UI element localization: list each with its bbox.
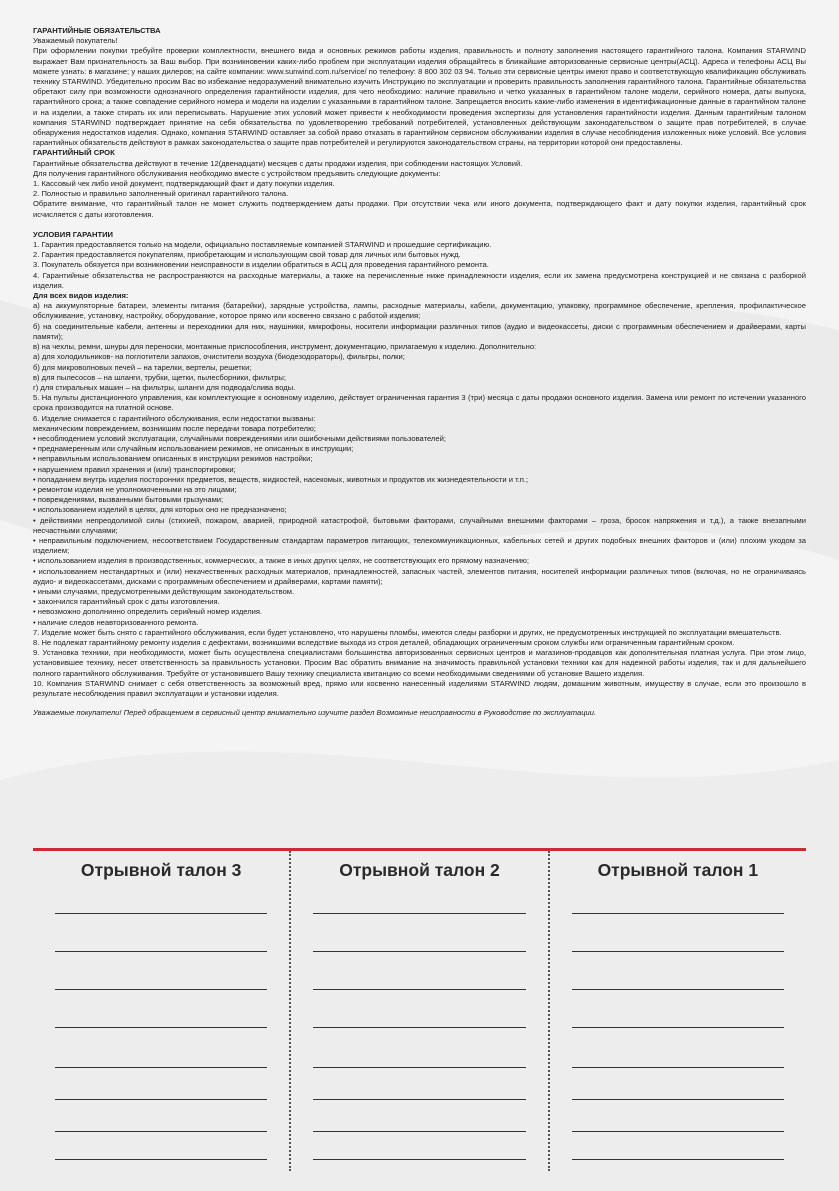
warranty-text — [33, 26, 806, 718]
coupon-2 — [289, 851, 547, 1171]
condition-item: • преднамеренным или случайным использованием режимов, не описанных в инструкции; — [33, 444, 354, 454]
fill-line — [313, 989, 525, 990]
fill-line — [55, 1131, 267, 1132]
coupon-title: Отрывной талон 3 — [80, 860, 242, 880]
condition-item: 10. Компания STARWIND снимает с себя ответственность за возможный вред, прямо или косвенно нанесенный изделиями STARWIND людям, домашним животным, имуществу в случае, если это произошло в результате несоблюдения правил эксплуатации и установки изделия. — [33, 678, 806, 698]
greeting: Уважаемый покупатель! — [33, 36, 118, 46]
fill-line — [55, 989, 267, 990]
condition-item: б) на соединительные кабели, антенны и переходники для них, наушники, микрофоны, носители информации различных типов (аудио и видеокассеты, диски с программным обеспечением и драйверами, карты памяти); — [33, 321, 806, 341]
fill-line — [572, 1131, 784, 1132]
condition-item: • закончился гарантийный срок с даты изготовления. — [33, 597, 220, 607]
condition-item: • ремонтом изделия не уполномоченными на это лицами; — [33, 484, 237, 494]
condition-item: • невозможно дополнинно определить серийный номер изделия. — [33, 607, 263, 617]
condition-item: а) для холодильников- на поглотители запахов, очистители воздуха (биодезодораторы), фильтры, полки; — [33, 352, 405, 362]
condition-item: 5. На пульты дистанционного управления, как комплектующие к основному изделию, действует ограниченная гарантия 3 (три) месяца с даты продажи основного изделия. Замена или ремонт по истечении указанного срока производится на платной основе. — [33, 393, 806, 413]
intro-paragraph: При оформлении покупки требуйте проверки комплектности, внешнего вида и основных режимов работы изделия, правильность и полноту заполнения настоящего гарантийного талона. Компания STARWIND выражает Вам признательность за Ваш выбор. При возникновении каких-либо проблем при эксплуатации изделия обращайтесь в ближайшие авторизованные сервисные центры(АСЦ). Адреса и телефоны АСЦ Вы можете узнать: в магазине; у наших дилеров; на сайте компании: www.sunwind.com.ru/service/ по телефону: 8 800 302 03 94. Только эти сервисные центры имеют право и соответствующую квалификацию обслуживать технику STARWIND. Убедительно просим Вас во избежание недоразумений внимательно изучить Инструкцию по эксплуатации и проверить правильность заполнения гарантийного талона. Гарантийные обязательства обретают силу при возможности однозначного определения гарантийности изделия, для чего необходимо: наличие правильно и четко указанных в гарантийном талоне модели, серийного номера, даты выпуска, гарантийного срока; а также совпадение серийного номера и модели на изделии с указанными в гарантийном талоне. Запрещается вносить какие-либо изменения в идентификационные данные в гарантийном талоне и на изделии, а также стирать их или переписывать. Нарушение этих условий может привести к необходимости проведения экспертизы для установления гарантийности изделия. Данным гарантийным талоном компания STARWIND подтверждает принятие на себя обязательства по удовлетворению требований потребителей, установленных действующим законодательством о защите прав потребителей, в случае обнаружения недостатков изделия. Однако, компания STARWIND оставляет за собой право отказать в гарантийном сервисном обслуживании изделия в случае несоблюдения изложенных ниже условий. Все условия гарантийных обязательств действуют в рамках законодательства о защите прав потребителей и регулируются законодательством страны, на территории которой они предоставлены. — [33, 46, 806, 148]
condition-item: • повреждениями, вызванными бытовыми грызунами; — [33, 495, 224, 505]
condition-item: 4. Гарантийные обязательства не распространяются на расходные материалы, а также на перечисленные ниже принадлежности изделия, если их замена предусмотрена конструкцией и не связана с разборкой изделия. — [33, 270, 806, 290]
all-types-heading: Для всех видов изделия: — [33, 291, 129, 301]
condition-item: • попаданием внутрь изделия посторонних предметов, веществ, жидкостей, насекомых, животных и продуктов их жизнедеятельности и т.п.; — [33, 474, 529, 484]
condition-item: б) для микроволновых печей – на тарелки, вертелы, решетки; — [33, 362, 252, 372]
fill-line — [313, 1099, 525, 1100]
condition-item: 7. Изделие может быть снято с гарантийного обслуживания, если будет установлено, что нарушены пломбы, имеются следы разборки и других, не предусмотренных инструкцией по эксплуатации вмешательств. — [33, 627, 782, 637]
fill-line — [313, 913, 525, 914]
coupon-title: Отрывной талон 1 — [597, 860, 759, 880]
fill-line — [313, 1027, 525, 1028]
condition-item: 1. Гарантия предоставляется только на модели, официально поставляемые компанией STARWIND и прошедшие сертификацию. — [33, 240, 492, 250]
condition-item: в) на чехлы, ремни, шнуры для переноски, монтажные приспособления, инструмент, документацию, прилагаемую к изделию. Дополнительно: — [33, 342, 537, 352]
fill-line — [313, 1131, 525, 1132]
condition-item: • несоблюдением условий эксплуатации, случайными повреждениями или ошибочными действиями пользователей; — [33, 433, 446, 443]
period-paragraph: Обратите внимание, что гарантийный талон не может служить подтверждением даты продажи. При отсутствии чека или иного документа, подтверждающего факт и дату покупки изделия, гарантийный срок исчисляется с даты изготовления. — [33, 199, 806, 219]
fill-line — [572, 1099, 784, 1100]
condition-item: в) для пылесосов – на шланги, трубки, щетки, пылесборники, фильтры; — [33, 372, 286, 382]
condition-item: • нарушением правил хранения и (или) транспортировки; — [33, 464, 236, 474]
fill-line — [572, 1067, 784, 1068]
heading-conditions: УСЛОВИЯ ГАРАНТИИ — [33, 229, 113, 239]
condition-item: • использованием изделия в производственных, коммерческих, а также в иных других целях, не соответствующих его прямому назначению; — [33, 556, 529, 566]
coupon-title: Отрывной талон 2 — [339, 860, 500, 880]
fill-line — [572, 913, 784, 914]
period-paragraph: Для получения гарантийного обслуживания необходимо вместе с устройством предъявить следующие документы: — [33, 168, 441, 178]
condition-item: • неправильным использованием описанных в инструкции режимов настройки; — [33, 454, 313, 464]
coupon-3 — [33, 851, 289, 1171]
service-note: Уважаемые покупатели! Перед обращением в сервисный центр внимательно изучите раздел Возможные неисправности в Руководстве по эксплуатации. — [33, 708, 597, 718]
condition-item: 3. Покупатель обязуется при возникновении неисправности в изделии обратиться в АСЦ для проведения гарантийного ремонта. — [33, 260, 489, 270]
coupon-1 — [548, 851, 806, 1171]
fill-line — [55, 913, 267, 914]
fill-line — [313, 1067, 525, 1068]
condition-item: 8. Не подлежат гарантийному ремонту изделия с дефектами, возникшими вследствие выхода из строя деталей, обладающих ограниченным сроком службы или ограниченным гарантийным сроком. — [33, 637, 735, 647]
condition-item: 9. Установка техники, при необходимости, может быть осуществлена специалистами большинства авторизованных сервисных центров и магазинов-продавцов как дополнительная платная услуга. При этом лицо, установившее технику, несет ответственность за правильность установки. Просим Вас обратить внимание на значимость правильной установки техники как для надежной работы изделия, так и для дальнейшего полного гарантийного обслуживания. Требуйте от установившего Вашу технику специалиста квитанцию со всеми необходимыми сведениями об установке Вашего изделия. — [33, 648, 806, 678]
condition-item: • иными случаями, предусмотренными действующим законодательством. — [33, 586, 295, 596]
fill-line — [55, 1067, 267, 1068]
condition-item: механическим повреждением, возникшим после передачи товара потребителю; — [33, 423, 316, 433]
fill-line — [55, 951, 267, 952]
condition-item: а) на аккумуляторные батареи, элементы питания (батарейки), зарядные устройства, лампы, расходные материалы, кабели, документацию, упаковку, программное обеспечение, крепления, профилактическое обслуживание, установку, настройку, оборудование, которое прямо или косвенно связано с работой изделия; — [33, 301, 806, 321]
fill-line — [572, 1159, 784, 1160]
fill-line — [55, 1027, 267, 1028]
condition-item: • наличие следов неавторизованного ремонта. — [33, 617, 199, 627]
fill-line — [572, 1027, 784, 1028]
fill-line — [313, 951, 525, 952]
period-paragraph: 1. Кассовый чек либо иной документ, подтверждающий факт и дату покупки изделия. — [33, 179, 335, 189]
condition-item: 6. Изделие снимается с гарантийного обслуживания, если недостатки вызваны: — [33, 413, 316, 423]
condition-item: • неправильным подключением, несоответствием Государственным стандартам параметров питающих, телекоммуникационных, кабельных сетей и других подобных внешних факторов и (или) плохим уходом за изделием; — [33, 535, 806, 556]
condition-item: • действиями непреодолимой силы (стихией, пожаром, аварией, природной катастрофой, бытовыми факторами, случайными внешними факторами – гроза, бросок напряжения и т.д.), а также внезапными несчастными случаями; — [33, 515, 806, 535]
heading-warranty-obligations: ГАРАНТИЙНЫЕ ОБЯЗАТЕЛЬСТВА — [33, 26, 161, 35]
heading-warranty-period: ГАРАНТИЙНЫЙ СРОК — [33, 148, 115, 158]
fill-line — [572, 951, 784, 952]
fill-line — [55, 1159, 267, 1160]
fill-line — [55, 1099, 267, 1100]
fill-line — [572, 989, 784, 990]
fill-line — [313, 1159, 525, 1160]
condition-item: • использованием изделий в целях, для которых оно не предназначено; — [33, 505, 287, 515]
condition-item: г) для стиральных машин – на фильтры, шланги для подвода/слива воды. — [33, 382, 296, 392]
tear-off-coupons — [33, 851, 806, 1171]
condition-item: 2. Гарантия предоставляется покупателям, приобретающим и использующим свой товар для личных или бытовых нужд. — [33, 250, 461, 260]
period-paragraph: Гарантийные обязательства действуют в течение 12(двенадцати) месяцев с даты продажи изделия, при соблюдении настоящих Условий. — [33, 158, 523, 168]
condition-item: • использованием нестандартных и (или) некачественных расходных материалов, принадлежностей, запасных частей, элементов питания, носителей информации различных типов (включая, но не ограничиваясь аудио- и видеокассетами, дисками с программным обеспечением и драйверами, картами памяти); — [33, 566, 806, 586]
period-paragraph: 2. Полностью и правильно заполненный оригинал гарантийного талона. — [33, 189, 289, 199]
